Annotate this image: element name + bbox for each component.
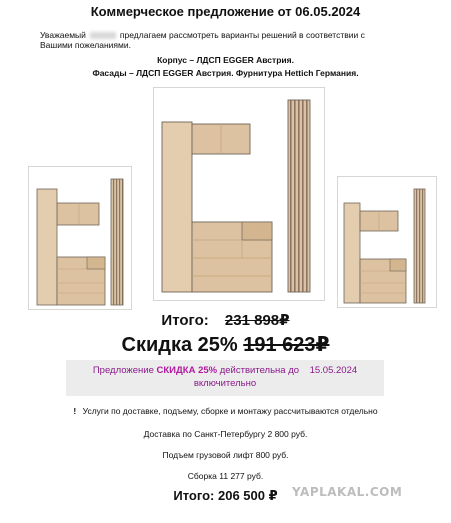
intro-text: [40, 30, 365, 50]
watermark-logo: YAPLAKAL.COM: [292, 485, 403, 499]
exclamation-icon: !: [73, 406, 77, 416]
services-note: [0, 406, 451, 416]
itogo-old-price: 231 898₽: [224, 312, 290, 329]
final-label: Итого:: [173, 488, 215, 503]
furniture-image-right: [337, 176, 437, 308]
furniture-image-left: [28, 166, 132, 310]
itogo-label: Итого:: [161, 312, 209, 329]
final-value: 206 500 ₽: [217, 488, 278, 503]
promo-highlight: СКИДКА 25%: [156, 365, 218, 376]
intro-line1-end: предлагаем рассмотреть варианты решений в соответствии с: [119, 30, 365, 40]
redacted-name: [90, 32, 116, 39]
page-title: Коммерческое предложение от 06.05.2024: [90, 4, 361, 19]
promo-post: действительна до: [217, 365, 300, 376]
intro-line1-start: Уважаемый: [40, 30, 86, 40]
spec-korpus: Корпус – ЛДСП EGGER Австрия.: [157, 55, 294, 65]
promo-line2: включительно: [193, 378, 257, 389]
promo-date: 15.05.2024: [309, 365, 358, 376]
delivery-line: Доставка по Санкт-Петербургу 2 800 руб.: [143, 429, 308, 439]
total-before-discount: [0, 311, 451, 329]
services-note-text: Услуги по доставке, подъему, сборке и монтажу рассчитываются отдельно: [82, 406, 378, 416]
assembly-line: Сборка 11 277 руб.: [187, 471, 264, 481]
furniture-image-center: [153, 87, 325, 301]
lift-line: Подъем грузовой лифт 800 руб.: [162, 450, 289, 460]
promo-pre: Предложение: [92, 365, 157, 376]
discount-price: [0, 332, 451, 357]
skidka-label: Скидка 25%: [121, 334, 238, 356]
intro-line2: Вашими пожеланиями.: [40, 40, 131, 50]
skidka-value: 191 623₽: [243, 334, 330, 356]
promo-box: [66, 360, 384, 396]
spec-fasady: Фасады – ЛДСП EGGER Австрия. Фурнитура Hettich Германия.: [92, 68, 359, 78]
